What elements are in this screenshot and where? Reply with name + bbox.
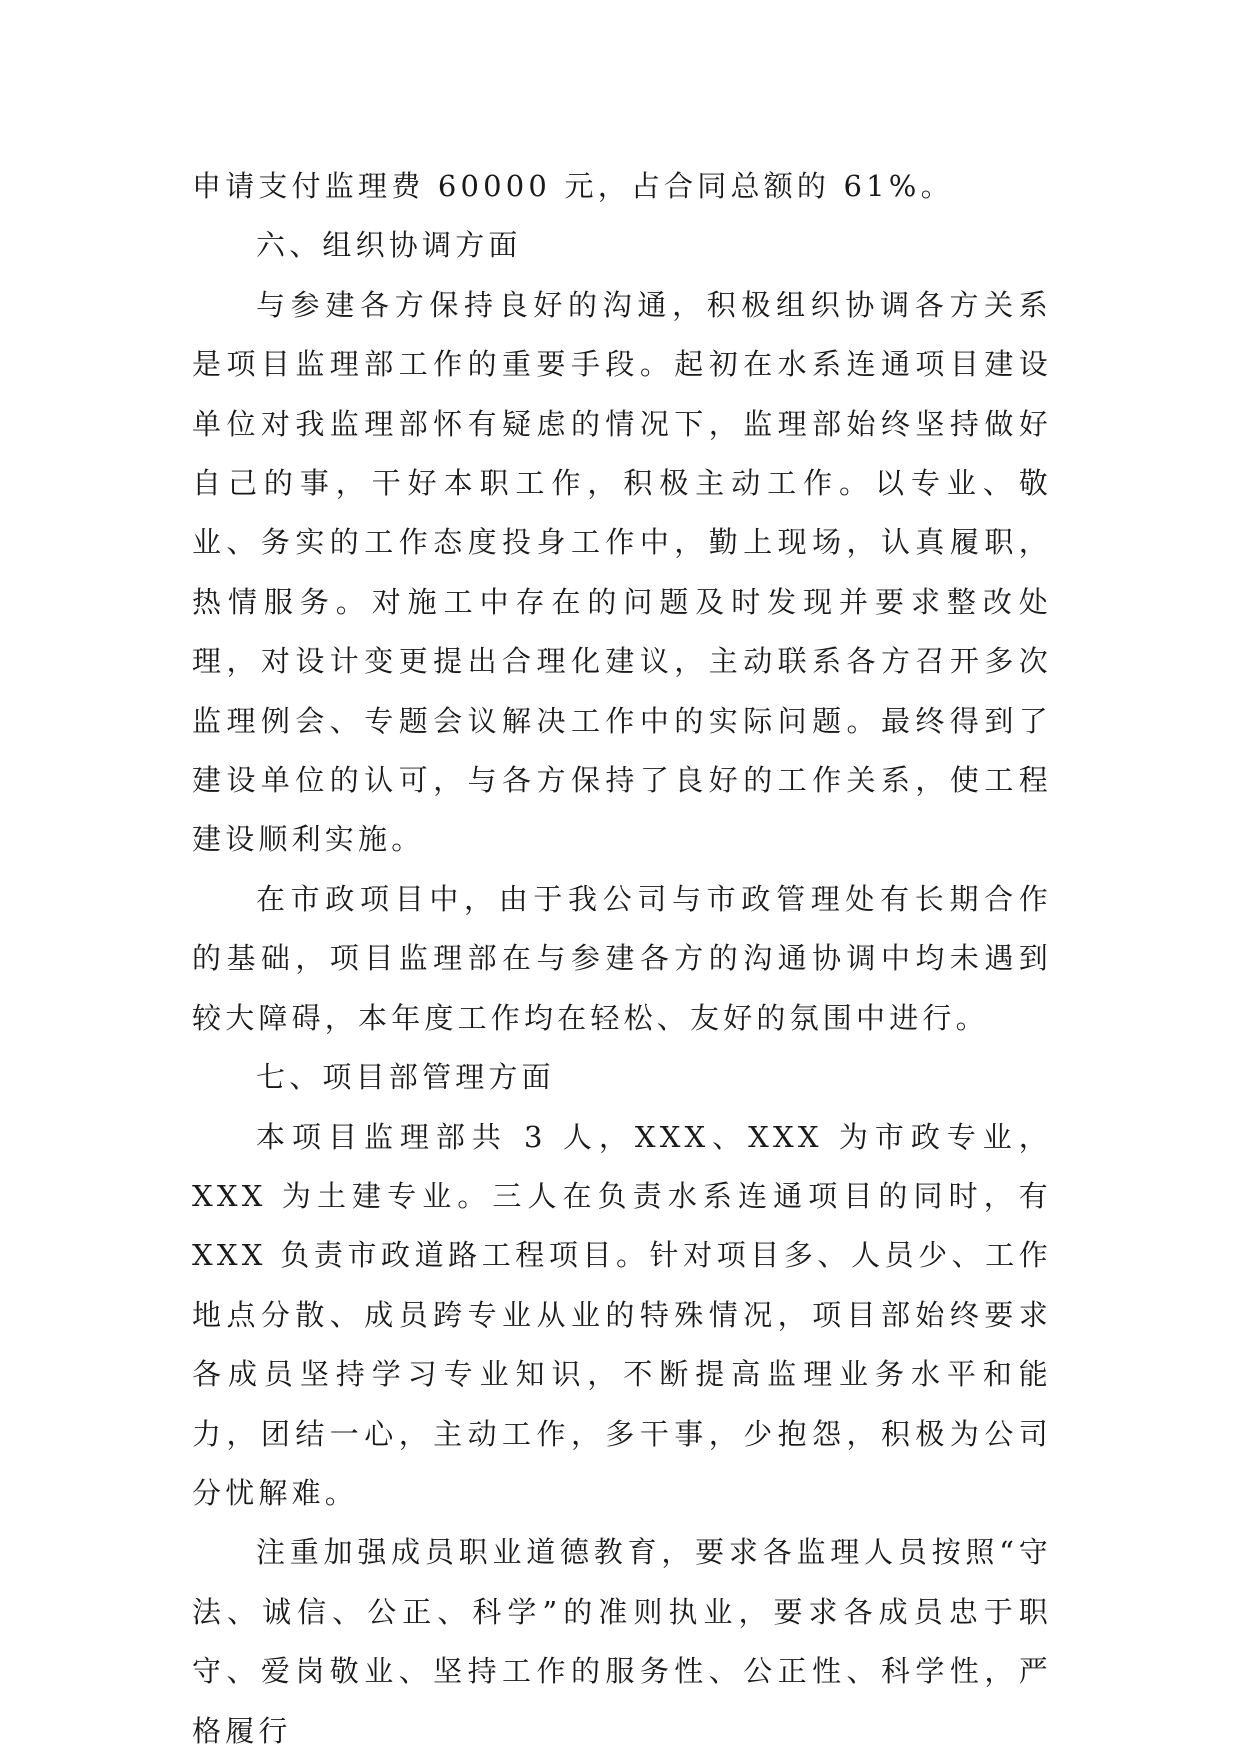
section-heading-coordination: 六、组织协调方面 — [256, 228, 522, 263]
document-body — [192, 157, 1052, 1761]
paragraph-management-ethics: 注重加强成员职业道德教育，要求各监理人员按照“守法、诚信、公正、科学”的准则执业，要求各成员忠于职守、爱岗敬业、坚持工作的服务性、公正性、科学性，严格履行 — [192, 1535, 1052, 1748]
paragraph-coordination-municipal: 在市政项目中，由于我公司与市政管理处有长期合作的基础，项目监理部在与参建各方的沟通协调中均未遇到较大障碍，本年度工作均在轻松、友好的氛围中进行。 — [192, 881, 1052, 1035]
paragraph-fee-summary: 申请支付监理费 60000 元，占合同总额的 61%。 — [192, 169, 954, 203]
paragraph-management-staff: 本项目监理部共 3 人，XXX、XXX 为市政专业，XXX 为土建专业。三人在负责水系连通项目的同时，有 XXX 负责市政道路工程项目。针对项目多、人员少、工作地点分散、成员跨专业从业的特殊情况，项目部始终要求各成员坚持学习专业知识，不断提高监理业务水平和能力，团结一心，主动工作，多干事，少抱怨，积极为公司分忧解难。 — [192, 1119, 1052, 1510]
section-heading-management: 七、项目部管理方面 — [256, 1060, 555, 1095]
paragraph-coordination-water: 与参建各方保持良好的沟通，积极组织协调各方关系是项目监理部工作的重要手段。起初在水系连通项目建设单位对我监理部怀有疑虑的情况下，监理部始终坚持做好自己的事，干好本职工作，积极主动工作。以专业、敬业、务实的工作态度投身工作中，勤上现场，认真履职，热情服务。对施工中存在的问题及时发现并要求整改处理，对设计变更提出合理化建议，主动联系各方召开多次监理例会、专题会议解决工作中的实际问题。最终得到了建设单位的认可，与各方保持了良好的工作关系，使工程建设顺利实施。 — [192, 287, 1052, 857]
